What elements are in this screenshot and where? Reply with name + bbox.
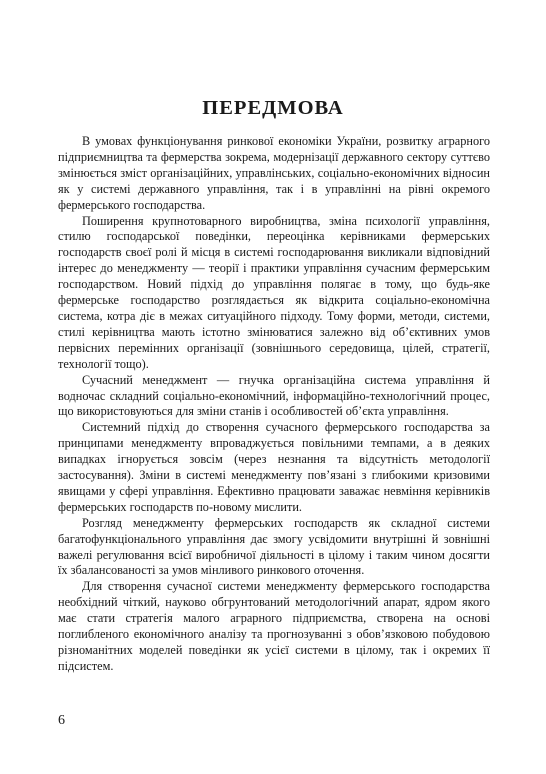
paragraph: В умовах функціонування ринкової економіки України, розвитку аграрного підприємництва та фермерства зокрема, модернізації державного сектору суттєво змінюється зміст організаційних, управлінських, соціально-економічних відносин як у системі державного управління, так і в управлінні на рівні окремого фермерського господарства.	[58, 134, 490, 212]
paragraph: Сучасний менеджмент — гнучка організаційна система управління й водночас складний соціально-економічний, інформаційно-технологічний процес, що використовуються для зміни станів і особливостей об’єкта управління.	[58, 372, 490, 419]
page-title: ПЕРЕДМОВА	[202, 97, 344, 119]
paragraph: Системний підхід до створення сучасного фермерського господарства за принципами менеджменту впроваджується повільними темпами, а в деяких випадках ігнорується зовсім (через незнання та відсутність методології застосування). Зміни в системі менеджменту пов’язані з глибокими кризовими явищами у сфері управління. Ефективно працювати заважає невміння керівників фермерських господарств по-новому мислити.	[58, 420, 490, 514]
page-number: 6	[58, 713, 65, 728]
paragraph: Розгляд менеджменту фермерських господарств як складної системи багатофункціонального управління дає змогу усвідомити внутрішні й зовнішні важелі регулювання всієї виробничої діяльності в цілому і таким чином досягти їх збалансованості за умов мінливого ринкового оточення.	[58, 515, 490, 578]
paragraph: Для створення сучасної системи менеджменту фермерського господарства необхідний чіткий, науково обгрунтований методологічний апарат, ядром якого має стати стратегія малого аграрного підприємства, створена на основі поглибленого економічного аналізу та прогнозуванні з обов’язковою побудовою різноманітних моделей поведінки як усієї системи в цілому, так і окремих її підсистем.	[58, 579, 490, 673]
paragraph: Поширення крупнотоварного виробництва, зміна психології управління, стилю господарської поведінки, переоцінка керівниками фермерських господарств своєї ролі й місця в системі господарювання викликали відповідний інтерес до менеджменту — теорії і практики управління сучасним фермерським господарством. Новий підхід до управління полягає в тому, що будь-яке фермерське господарство розглядається як відкрита соціально-економічна система, котра діє в межах ситуаційного підходу. Тому форми, методи, системи, стилі керівництва мають істотно змінюватися залежно від об’єктивних умов первісних перемінних організації (зовнішнього середовища, цілей, стратегії, технології тощо).	[58, 213, 490, 371]
body-text	[58, 134, 490, 675]
